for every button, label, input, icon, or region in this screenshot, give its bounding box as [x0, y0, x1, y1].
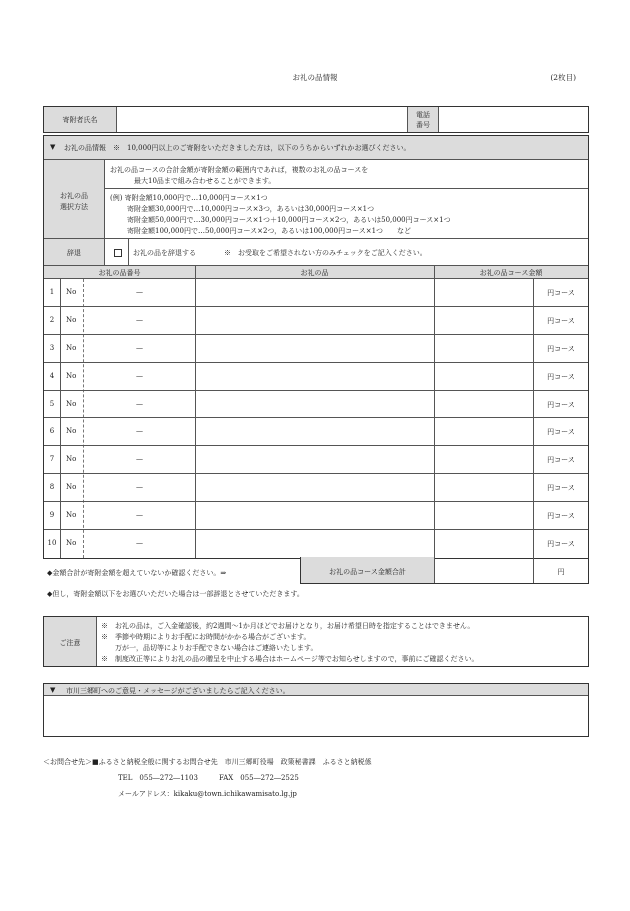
course-unit: 円コース [547, 540, 575, 549]
course-amount-field[interactable] [435, 307, 532, 335]
selection-example: (例) 寄附金額10,000円で…10,000円コース×1つ [110, 194, 268, 202]
row-number: 9 [49, 511, 55, 520]
course-amount-field[interactable] [435, 419, 532, 447]
course-amount-field[interactable] [435, 279, 532, 307]
partial-decline-note: ◆但し，寄附金額以下をお選びいただいた場合は一部辞退とさせていただきます。 [47, 590, 304, 598]
gift-info-header-text: お礼の品情報 ※ 10,000円以上のご寄附をいただきました方は，以下のうちからいずれかお選びください。 [64, 144, 411, 152]
contact-line-1: ＜お問合せ先＞■ふるさと納税全般に関するお問合せ先 市川三郷町役場 政策秘書課 ふるさと納税係 [43, 758, 372, 766]
gift-number-field[interactable]: — [136, 427, 143, 436]
decline-note: ※ お受取をご希望されない方のみチェックをご記入ください。 [224, 249, 427, 257]
page-title: お礼の品情報 [292, 73, 338, 82]
gift-number-field[interactable]: — [136, 399, 143, 408]
row-number: 4 [49, 371, 55, 380]
gift-name-field[interactable] [196, 502, 433, 530]
gift-number-field[interactable]: — [136, 343, 143, 352]
gift-name-field[interactable] [196, 391, 433, 419]
message-marker: ▼ [50, 686, 56, 694]
total-label: お礼の品コース金額合計 [329, 568, 406, 576]
row-no-label: No [66, 287, 77, 296]
gift-section [43, 135, 589, 559]
phone-label-1: 電話 [416, 111, 430, 119]
table-row [44, 363, 588, 391]
gift-number-field[interactable]: — [136, 483, 143, 492]
table-row [44, 530, 588, 558]
gift-number-field[interactable]: — [136, 315, 143, 324]
gift-name-field[interactable] [196, 307, 433, 335]
decline-checkbox[interactable] [114, 249, 122, 257]
course-amount-field[interactable] [435, 474, 532, 502]
course-amount-field[interactable] [435, 363, 532, 391]
table-row [44, 419, 588, 447]
table-row [44, 502, 588, 530]
decline-label: 辞退 [67, 249, 81, 257]
gift-name-field[interactable] [196, 419, 433, 447]
course-unit: 円コース [547, 288, 575, 297]
table-row [44, 335, 588, 363]
row-no-label: No [66, 511, 77, 520]
row-no-label: No [66, 455, 77, 464]
gift-name-field[interactable] [196, 530, 433, 558]
total-amount-field[interactable] [435, 557, 532, 583]
row-no-label: No [66, 343, 77, 352]
page-count: (2枚目) [550, 73, 576, 82]
course-unit: 円コース [547, 456, 575, 465]
gift-info-marker: ▼ [50, 143, 56, 151]
row-number: 5 [49, 399, 55, 408]
selection-label-1: お礼の品 [60, 192, 88, 200]
row-no-label: No [66, 539, 77, 548]
course-amount-field[interactable] [435, 335, 532, 363]
course-unit: 円コース [547, 484, 575, 493]
selection-rule-line-2: 最大10品まで組み合わせることができます。 [134, 177, 276, 185]
caution-line: ※ 制度改正等によりお礼の品の贈呈を中止する場合はホームページ等でお知らせしますので，事前にご確認ください。 [101, 655, 479, 663]
caution-line: 万が一，品切等によりお手配できない場合はご連絡いたします。 [101, 644, 318, 652]
donor-name-field[interactable] [117, 107, 407, 132]
gift-number-field[interactable]: — [136, 455, 143, 464]
gift-number-field[interactable]: — [136, 511, 143, 520]
selection-label-2: 選択方法 [60, 203, 88, 211]
gift-name-field[interactable] [196, 363, 433, 391]
course-unit: 円コース [547, 316, 575, 325]
course-amount-field[interactable] [435, 502, 532, 530]
row-number: 2 [49, 315, 55, 324]
total-box [300, 557, 589, 584]
course-unit: 円コース [547, 428, 575, 437]
table-row [44, 474, 588, 502]
caution-line: ※ お礼の品は，ご入金確認後，約2週間〜1か月ほどでお届けとなり，お届け希望日時を指定することはできません。 [101, 622, 475, 630]
selection-example: 寄附金額30,000円で…10,000円コース×3つ，あるいは30,000円コース×1つ [127, 205, 375, 213]
decline-checkbox-text: お礼の品を辞退する [133, 249, 196, 257]
items-header-number: お礼の品番号 [98, 269, 141, 277]
table-row [44, 446, 588, 474]
contact-line-2: TEL 055―272―1103 FAX 055―272―2525 [118, 774, 299, 782]
total-check-text: ◆金額合計が寄附金額を超えていないか確認ください。⇒ [47, 569, 227, 577]
course-amount-field[interactable] [435, 530, 532, 558]
donor-name-label: 寄附者氏名 [62, 116, 98, 124]
row-no-label: No [66, 315, 77, 324]
course-unit: 円コース [547, 372, 575, 381]
gift-name-field[interactable] [196, 474, 433, 502]
table-row [44, 279, 588, 307]
caution-line: ※ 季節や時期によりお手配にお時間がかかる場合がございます。 [101, 633, 311, 641]
row-no-label: No [66, 371, 77, 380]
message-section [43, 683, 589, 737]
items-header-gift: お礼の品 [300, 269, 329, 277]
caution-label: ご注意 [59, 639, 81, 647]
contact-line-3: メールアドレス：kikaku@town.ichikawamisato.lg.jp [118, 790, 297, 798]
table-row [44, 391, 588, 419]
row-no-label: No [66, 427, 77, 436]
row-number: 1 [49, 287, 55, 296]
selection-example: 寄附金額50,000円で…30,000円コース×1つ＋10,000円コース×2つ，あるいは50,000円コース×1つ [127, 216, 451, 224]
row-no-label: No [66, 399, 77, 408]
course-amount-field[interactable] [435, 446, 532, 474]
caution-section [43, 616, 589, 667]
row-number: 10 [47, 539, 57, 548]
phone-label-2: 番号 [416, 121, 430, 129]
row-number: 3 [49, 343, 55, 352]
message-header-text: 市川三郷町へのご意見・メッセージがございましたらご記入ください。 [66, 687, 290, 695]
gift-name-field[interactable] [196, 279, 433, 307]
gift-name-field[interactable] [196, 335, 433, 363]
phone-field[interactable] [439, 107, 588, 132]
row-no-label: No [66, 483, 77, 492]
total-unit: 円 [557, 568, 565, 576]
gift-number-field[interactable]: — [136, 371, 143, 380]
course-unit: 円コース [547, 400, 575, 409]
gift-name-field[interactable] [196, 446, 433, 474]
course-unit: 円コース [547, 344, 575, 353]
items-table-body [44, 279, 588, 558]
message-field[interactable] [44, 696, 588, 736]
row-number: 6 [49, 427, 55, 436]
selection-rule-line-1: お礼の品コースの合計金額が寄附金額の範囲内であれば，複数のお礼の品コースを [110, 166, 369, 174]
selection-example: 寄附金額100,000円で…50,000円コース×2つ，あるいは100,000円コース×1つ など [127, 227, 412, 235]
row-number: 8 [49, 483, 55, 492]
items-header-amount: お礼の品コース金額 [479, 269, 543, 277]
gift-number-field[interactable]: — [136, 539, 143, 548]
course-amount-field[interactable] [435, 391, 532, 419]
table-row [44, 307, 588, 335]
donor-section [43, 106, 589, 133]
row-number: 7 [49, 455, 55, 464]
course-unit: 円コース [547, 512, 575, 521]
gift-number-field[interactable]: — [136, 287, 143, 296]
